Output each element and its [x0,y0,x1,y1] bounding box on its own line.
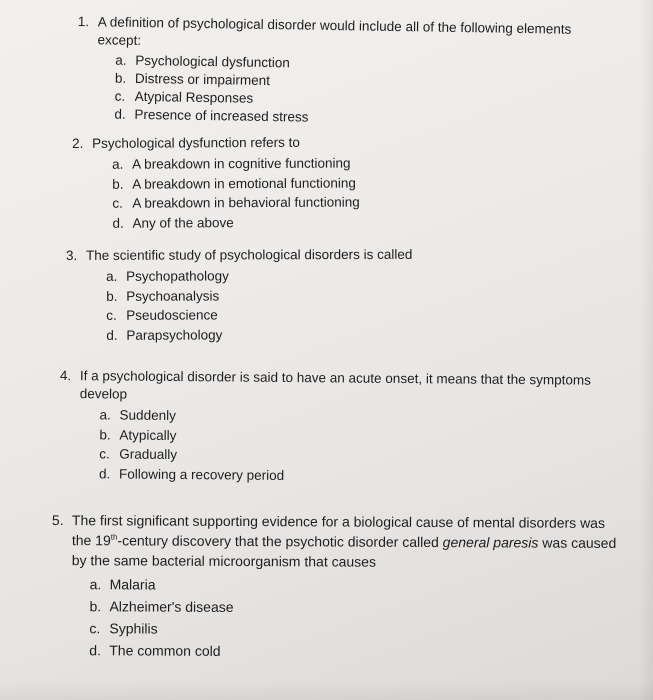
option-text: A breakdown in behavioral functioning [132,194,360,211]
option-letter: c. [114,88,126,104]
option-letter: d. [99,465,111,481]
option-letter: d. [112,215,124,231]
option-5b[interactable] [89,595,641,620]
option-text: Suddenly [119,407,176,424]
option-5d[interactable] [89,639,641,664]
question-3-text: The scientific study of psychological disorders is called [86,246,413,263]
option-text: Distress or impairment [134,70,271,89]
question-4-line-1: If a psychological disorder is said to have an acute onset, it means that the symptoms [79,368,592,388]
question-2-stem [72,133,472,153]
option-text: Following a recovery period [119,466,285,483]
option-letter: a. [99,407,111,423]
option-letter: a. [106,268,118,284]
option-letter: c. [106,307,117,323]
option-text: Pseudoscience [126,307,218,323]
option-letter: d. [106,327,118,343]
option-5c[interactable] [89,617,641,642]
option-text: Gradually [119,446,178,463]
question-2 [72,133,473,233]
option-text: Atypically [119,427,177,443]
option-letter: b. [106,288,118,304]
option-text: Psychopathology [126,268,229,284]
option-letter: b. [89,598,102,615]
question-4 [59,367,620,488]
option-text: Atypical Responses [134,88,254,106]
option-3c[interactable] [106,305,486,326]
question-5-line-3: by the same bacterial microorganism that causes [71,552,377,570]
option-letter: b. [99,426,111,442]
option-3b[interactable] [106,285,486,306]
option-5a[interactable] [90,573,642,598]
question-2-text: Psychological dysfunction refers to [92,134,300,151]
option-letter: c. [112,195,123,211]
question-2-number: 2. [72,135,84,151]
option-text: A breakdown in emotional functioning [132,175,356,192]
option-letter: b. [114,70,127,86]
question-5 [51,510,642,664]
question-2-options [112,153,472,233]
question-5-line-2b: -century discovery that the psychotic disorder called [117,532,443,551]
question-1 [76,13,578,131]
question-1-line-1: A definition of psychological disorder would include all of the following elements [97,14,572,37]
question-5-stem [52,510,642,573]
question-5-number: 5. [51,511,64,529]
question-5-text [72,510,642,573]
option-letter: c. [99,446,110,462]
option-2c[interactable] [112,192,472,213]
question-3-number: 3. [66,247,78,263]
option-text: Parapsychology [126,326,223,343]
option-2d[interactable] [112,211,472,232]
option-letter: b. [112,176,124,192]
option-letter: d. [89,642,101,659]
option-2b[interactable] [112,172,472,193]
question-4-number: 4. [59,367,72,384]
question-3 [66,246,486,345]
option-text: Malaria [109,576,156,593]
ordinal-suffix: th [110,532,118,542]
option-2a[interactable] [112,153,472,174]
option-letter: a. [89,576,102,593]
option-3d[interactable] [106,324,486,345]
question-1-number: 1. [77,13,90,30]
option-letter: d. [114,106,126,122]
option-letter: c. [89,620,101,637]
question-4-options [99,405,620,488]
question-3-options [106,266,486,345]
question-4-line-2: develop [79,386,128,402]
question-1-stem [77,13,578,57]
option-4d[interactable] [99,464,619,488]
question-3-stem [66,246,486,265]
option-letter: a. [112,156,124,172]
option-text: Syphilis [109,620,158,637]
question-5-line-2c: was caused [538,534,617,551]
question-1-line-2: except: [97,32,142,48]
question-4-stem [60,367,620,408]
option-text: Presence of increased stress [134,106,309,125]
option-text: A breakdown in cognitive functioning [132,155,351,172]
page-edge-shadow [639,0,653,700]
question-5-line-1: The first significant supporting evidence for a biological cause of mental disorders was [71,512,606,531]
option-letter: a. [115,52,127,68]
option-text: The common cold [109,642,221,659]
option-text: Psychological dysfunction [135,52,290,71]
general-paresis-term: general paresis [442,534,539,551]
question-1-text [97,13,578,57]
question-1-options [114,52,577,131]
question-4-text [80,367,620,408]
question-5-line-2a: the 19 [71,532,111,549]
option-text: Any of the above [132,214,234,231]
option-3a[interactable] [106,266,486,287]
option-text: Psychoanalysis [126,287,220,304]
page-bottom-shadow [0,680,653,700]
question-5-options [89,573,641,664]
option-text: Alzheimer's disease [109,598,234,615]
